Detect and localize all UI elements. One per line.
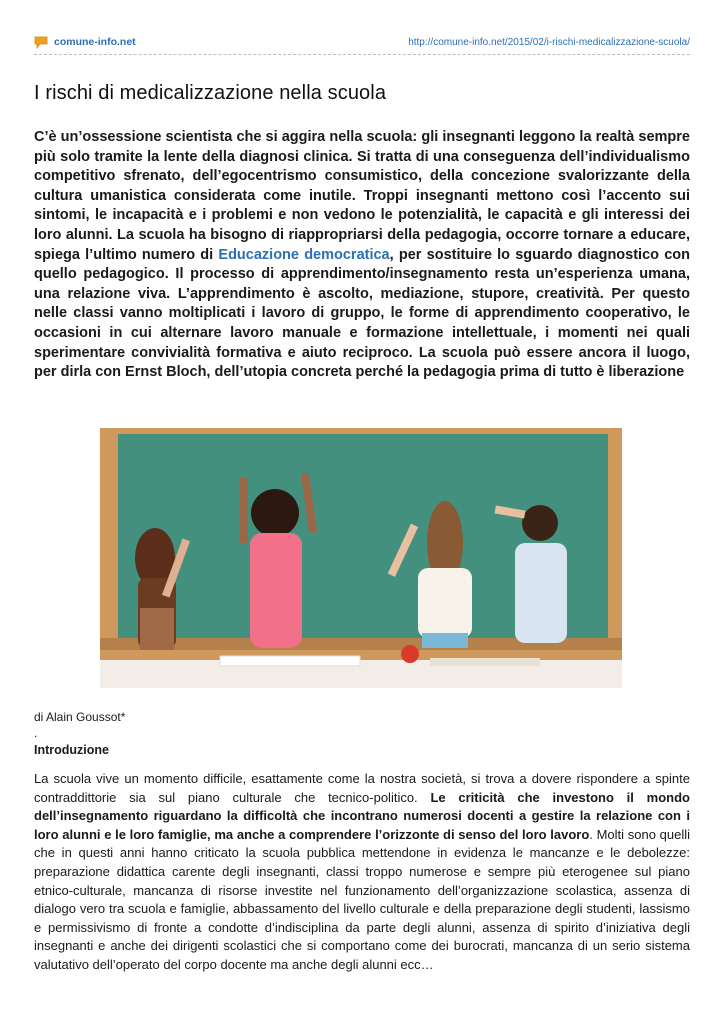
article-url-link[interactable]: http://comune-info.net/2015/02/i-rischi-medicalizzazione-scuola/ bbox=[408, 36, 690, 48]
article-photo bbox=[100, 428, 622, 688]
body-text-part2: . Molti sono quelli che in questi anni hanno criticato la scuola pubblica mettendone in evidenza le mancanze e le debolezze: preparazione didattica carente degli insegnanti, classi troppo numerose e sempre più eterogenee sul piano etnico-culturale, mancanza di risorse investite nel funzionamento dell’organizzazione scolastica, assenza di dialogo vero tra scuola e famiglie, abbassamento del livello culturale e della preparazione degli studenti, lassismo e permissivismo di fronte a condotte d’indisciplina da parte degli alunni, assenza di spirito d’iniziativa degli insegnanti e anche dei dirigenti scolastici che si comportano come dei burocrati, mancanza di un serio sistema valutativo dell’operato del corpo docente ma anche degli alunni ecc… bbox=[34, 826, 690, 972]
section-heading-introduzione: Introduzione bbox=[34, 743, 109, 757]
lead-text-part1: C’è un’ossessione scientista che si aggira nella scuola: gli insegnanti leggono la realtà sempre più solo tramite la lente della diagnosi clinica. Si tratta di una conseguenza dell’individualismo competitivo sfrenato, dell’egocentrismo consumistico, della concezione svalorizzante della cultura umanistica considerata come inutile. Troppi insegnanti mettono così l’accento sui sintomi, le incapacità e i problemi e non vedono le potenzialità, le capacità e gli interessi dei loro alunni. La scuola ha bisogno di riappropriarsi della pedagogia, occorre tornare a educare, spiega l’ultimo numero di bbox=[34, 129, 690, 263]
speech-bubble-icon bbox=[34, 36, 48, 49]
site-brand[interactable] bbox=[34, 36, 136, 49]
site-name-link[interactable]: comune-info.net bbox=[54, 36, 136, 48]
educazione-democratica-link[interactable]: Educazione democratica bbox=[218, 246, 390, 263]
article-title: I rischi di medicalizzazione nella scuola bbox=[34, 82, 387, 104]
body-text-part1: La scuola vive un momento difficile, esattamente come la nostra società, si trova a dovere rispondere a spinte contraddittorie sia sul piano culturale che tecnico-politico. bbox=[34, 771, 690, 805]
introduction-paragraph bbox=[34, 770, 690, 975]
children-chalkboard-illustration bbox=[100, 428, 622, 688]
article-lead bbox=[34, 128, 690, 383]
header-divider bbox=[34, 54, 690, 55]
article-byline: di Alain Goussot* bbox=[34, 710, 126, 724]
lead-text-part2: , per sostituire lo sguardo diagnostico con quello pedagogico. Il processo di apprendimento/insegnamento resta un’esperienza umana, una relazione viva. L’apprendimento è ascolto, mediazione, stupore, creatività. Per questo nelle classi vanno moltiplicati i lavoro di gruppo, le forme di apprendimento cooperativo, le occasioni in cui alternare lavoro manuale e formazione intellettuale, i momenti nei quali sperimentare convivialità formativa e aiuto reciproco. La scuola può essere ancora il luogo, per dirla con Ernst Bloch, dell’utopia concreta perché la pedagogia prima di tutto è liberazione bbox=[34, 246, 690, 381]
page-header bbox=[34, 32, 690, 52]
body-text-bold: Le criticità che investono il mondo dell’insegnamento riguardano la difficoltà che incontrano numerosi docenti a gestire la relazione con i loro alunni e le loro famiglie, ma anche a comprendere l’orizzonte di senso del loro lavoro bbox=[34, 789, 690, 842]
separator-dot: . bbox=[34, 726, 38, 740]
